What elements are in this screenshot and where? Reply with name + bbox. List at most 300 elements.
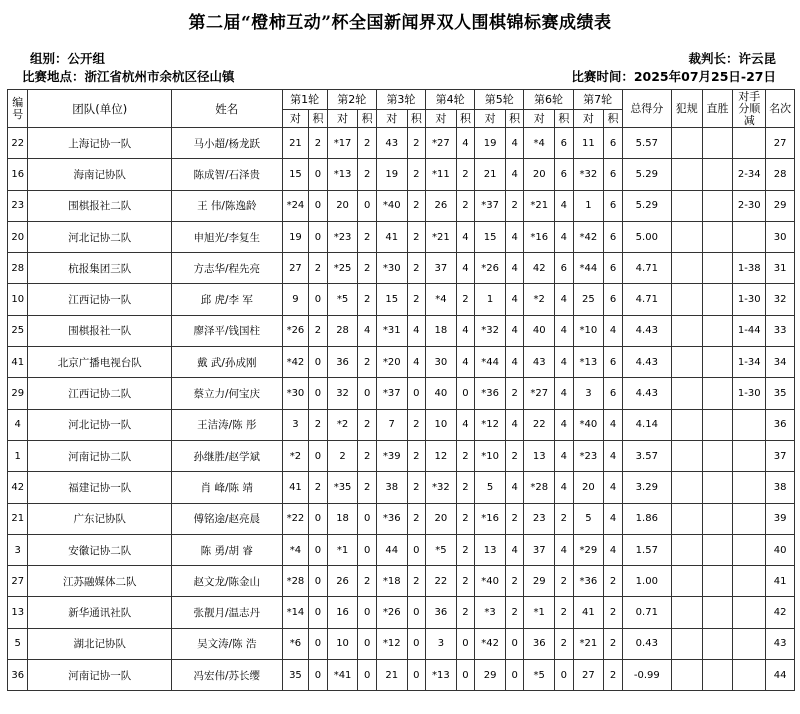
cell-round-4-opponent: *32 (426, 472, 457, 503)
cell-name: 陈成智/石泽贵 (171, 159, 282, 190)
cell-team: 上海记协一队 (28, 128, 171, 159)
cell-rank: 38 (766, 472, 795, 503)
cell-round-4-opponent: 22 (426, 566, 457, 597)
cell-name: 孙继胜/赵学斌 (171, 440, 282, 471)
cell-round-7-points: 6 (604, 378, 622, 409)
cell-name: 赵文龙/陈金山 (171, 566, 282, 597)
cell-round-4-points: 4 (456, 128, 474, 159)
cell-round-5-points: 2 (505, 566, 523, 597)
cell-direct (702, 566, 733, 597)
cell-round-7-opponent: 20 (573, 472, 604, 503)
cell-round-3-opponent: *18 (376, 566, 407, 597)
cell-round-3-opponent: *40 (376, 190, 407, 221)
cell-round-7-points: 6 (604, 128, 622, 159)
cell-no: 20 (8, 221, 28, 252)
cell-round-2-opponent: 10 (327, 628, 358, 659)
cell-round-6-points: 4 (555, 440, 573, 471)
header-round-3-points: 积 (407, 110, 425, 128)
cell-round-7-opponent: 25 (573, 284, 604, 315)
cell-round-2-opponent: 28 (327, 315, 358, 346)
cell-sos: 1-30 (733, 378, 766, 409)
cell-team: 新华通讯社队 (28, 597, 171, 628)
cell-round-5-points: 4 (505, 221, 523, 252)
cell-no: 28 (8, 253, 28, 284)
cell-round-6-opponent: 29 (524, 566, 555, 597)
cell-foul (671, 284, 702, 315)
cell-round-6-points: 2 (555, 628, 573, 659)
header-round-3: 第3轮 (376, 90, 425, 110)
cell-round-2-points: 2 (358, 440, 376, 471)
cell-round-2-opponent: 36 (327, 347, 358, 378)
cell-round-3-points: 2 (407, 409, 425, 440)
cell-round-2-opponent: *23 (327, 221, 358, 252)
cell-name: 傅铭途/赵亮晨 (171, 503, 282, 534)
cell-round-6-points: 4 (555, 472, 573, 503)
header-round-7: 第7轮 (573, 90, 622, 110)
cell-round-3-points: 2 (407, 566, 425, 597)
cell-direct (702, 503, 733, 534)
cell-round-1-opponent: *14 (282, 597, 309, 628)
cell-sos (733, 597, 766, 628)
cell-direct (702, 628, 733, 659)
header-sos: 对手分顺减 (733, 90, 766, 128)
cell-total: 5.00 (622, 221, 671, 252)
cell-no: 16 (8, 159, 28, 190)
cell-round-1-points: 2 (309, 128, 327, 159)
cell-round-6-points: 4 (555, 284, 573, 315)
cell-rank: 30 (766, 221, 795, 252)
header-round-6-points: 积 (555, 110, 573, 128)
cell-round-3-opponent: *36 (376, 503, 407, 534)
cell-round-4-points: 2 (456, 566, 474, 597)
cell-no: 13 (8, 597, 28, 628)
cell-round-4-points: 2 (456, 284, 474, 315)
header-round-4-points: 积 (456, 110, 474, 128)
cell-round-4-opponent: 18 (426, 315, 457, 346)
cell-round-6-points: 6 (555, 128, 573, 159)
header-round-4: 第4轮 (426, 90, 475, 110)
cell-round-6-opponent: 36 (524, 628, 555, 659)
cell-round-3-points: 0 (407, 597, 425, 628)
cell-round-5-opponent: *3 (475, 597, 506, 628)
cell-round-4-opponent: 36 (426, 597, 457, 628)
cell-round-5-points: 4 (505, 128, 523, 159)
cell-round-4-points: 2 (456, 190, 474, 221)
venue-label: 比赛地点：浙江省杭州市余杭区径山镇 (22, 69, 235, 84)
cell-foul (671, 221, 702, 252)
cell-team: 围棋报社一队 (28, 315, 171, 346)
cell-sos (733, 534, 766, 565)
cell-foul (671, 503, 702, 534)
cell-foul (671, 660, 702, 691)
cell-round-6-points: 6 (555, 253, 573, 284)
cell-total: 0.71 (622, 597, 671, 628)
cell-team: 杭报集团三队 (28, 253, 171, 284)
cell-round-1-points: 0 (309, 159, 327, 190)
cell-round-7-points: 6 (604, 253, 622, 284)
cell-round-1-opponent: 27 (282, 253, 309, 284)
cell-round-1-points: 0 (309, 503, 327, 534)
cell-round-5-points: 2 (505, 440, 523, 471)
cell-round-2-opponent: 26 (327, 566, 358, 597)
cell-round-1-points: 0 (309, 190, 327, 221)
cell-name: 方志华/程先亮 (171, 253, 282, 284)
cell-round-1-points: 2 (309, 253, 327, 284)
cell-round-2-opponent: *1 (327, 534, 358, 565)
cell-round-7-opponent: 1 (573, 190, 604, 221)
cell-round-3-opponent: *30 (376, 253, 407, 284)
table-row (8, 221, 795, 252)
cell-round-5-points: 2 (505, 597, 523, 628)
table-row (8, 159, 795, 190)
cell-round-7-points: 2 (604, 566, 622, 597)
cell-round-1-opponent: *30 (282, 378, 309, 409)
cell-no: 27 (8, 566, 28, 597)
cell-round-2-opponent: *2 (327, 409, 358, 440)
cell-sos (733, 660, 766, 691)
cell-round-1-points: 2 (309, 472, 327, 503)
cell-direct (702, 660, 733, 691)
header-round-6-opponent: 对 (524, 110, 555, 128)
cell-round-7-points: 4 (604, 315, 622, 346)
cell-round-5-opponent: *37 (475, 190, 506, 221)
cell-round-3-points: 0 (407, 628, 425, 659)
cell-name: 申旭光/李复生 (171, 221, 282, 252)
cell-total: 4.71 (622, 253, 671, 284)
cell-direct (702, 534, 733, 565)
cell-round-2-opponent: *13 (327, 159, 358, 190)
cell-round-4-points: 2 (456, 440, 474, 471)
cell-round-1-opponent: *42 (282, 347, 309, 378)
cell-rank: 42 (766, 597, 795, 628)
header-round-3-opponent: 对 (376, 110, 407, 128)
cell-team: 福建记协一队 (28, 472, 171, 503)
cell-direct (702, 190, 733, 221)
cell-round-7-opponent: *23 (573, 440, 604, 471)
cell-round-7-points: 4 (604, 534, 622, 565)
cell-round-1-opponent: 3 (282, 409, 309, 440)
cell-round-4-points: 2 (456, 597, 474, 628)
cell-round-2-points: 0 (358, 628, 376, 659)
cell-team: 河北记协二队 (28, 221, 171, 252)
cell-round-4-opponent: 20 (426, 503, 457, 534)
cell-round-1-opponent: 9 (282, 284, 309, 315)
cell-foul (671, 378, 702, 409)
table-row (8, 534, 795, 565)
cell-round-5-points: 4 (505, 472, 523, 503)
cell-round-2-opponent: *35 (327, 472, 358, 503)
cell-round-4-points: 2 (456, 472, 474, 503)
cell-round-6-points: 4 (555, 378, 573, 409)
cell-round-2-points: 2 (358, 284, 376, 315)
cell-sos: 2-34 (733, 159, 766, 190)
header-round-2-points: 积 (358, 110, 376, 128)
cell-foul (671, 190, 702, 221)
cell-round-1-points: 0 (309, 534, 327, 565)
cell-direct (702, 315, 733, 346)
cell-round-4-opponent: 30 (426, 347, 457, 378)
header-round-7-opponent: 对 (573, 110, 604, 128)
cell-rank: 41 (766, 566, 795, 597)
cell-foul (671, 440, 702, 471)
cell-round-3-points: 2 (407, 472, 425, 503)
cell-no: 25 (8, 315, 28, 346)
cell-round-6-opponent: 20 (524, 159, 555, 190)
cell-total: 4.43 (622, 378, 671, 409)
cell-team: 湖北记协队 (28, 628, 171, 659)
cell-round-5-opponent: *10 (475, 440, 506, 471)
cell-direct (702, 159, 733, 190)
cell-name: 邱 虎/李 军 (171, 284, 282, 315)
header-round-5-points: 积 (505, 110, 523, 128)
cell-round-1-points: 0 (309, 347, 327, 378)
cell-team: 海南记协队 (28, 159, 171, 190)
cell-round-7-points: 6 (604, 221, 622, 252)
results-table (7, 89, 795, 691)
table-row (8, 409, 795, 440)
cell-round-5-points: 2 (505, 378, 523, 409)
cell-round-5-opponent: *26 (475, 253, 506, 284)
cell-round-5-opponent: *42 (475, 628, 506, 659)
cell-round-2-points: 0 (358, 597, 376, 628)
cell-round-7-points: 4 (604, 472, 622, 503)
cell-rank: 32 (766, 284, 795, 315)
cell-round-5-opponent: 15 (475, 221, 506, 252)
cell-direct (702, 409, 733, 440)
cell-round-7-opponent: 41 (573, 597, 604, 628)
cell-round-6-points: 2 (555, 597, 573, 628)
cell-team: 河北记协一队 (28, 409, 171, 440)
cell-team: 北京广播电视台队 (28, 347, 171, 378)
cell-round-6-opponent: 43 (524, 347, 555, 378)
cell-team: 江西记协一队 (28, 284, 171, 315)
cell-round-7-points: 6 (604, 347, 622, 378)
cell-round-1-points: 0 (309, 221, 327, 252)
cell-sos: 1-30 (733, 284, 766, 315)
cell-sos: 1-34 (733, 347, 766, 378)
cell-rank: 29 (766, 190, 795, 221)
cell-round-7-opponent: *32 (573, 159, 604, 190)
cell-name: 王 伟/陈逸龄 (171, 190, 282, 221)
cell-rank: 27 (766, 128, 795, 159)
cell-round-5-opponent: *16 (475, 503, 506, 534)
cell-round-3-points: 2 (407, 440, 425, 471)
cell-round-4-points: 0 (456, 660, 474, 691)
table-row (8, 566, 795, 597)
cell-round-5-opponent: 19 (475, 128, 506, 159)
cell-round-1-points: 0 (309, 660, 327, 691)
cell-no: 10 (8, 284, 28, 315)
header-direct: 直胜 (702, 90, 733, 128)
cell-sos (733, 628, 766, 659)
cell-round-5-opponent: *40 (475, 566, 506, 597)
cell-round-7-opponent: *10 (573, 315, 604, 346)
cell-round-7-opponent: 3 (573, 378, 604, 409)
table-row (8, 253, 795, 284)
cell-round-3-opponent: 43 (376, 128, 407, 159)
header-foul: 犯规 (671, 90, 702, 128)
cell-no: 5 (8, 628, 28, 659)
cell-round-2-points: 2 (358, 221, 376, 252)
cell-round-1-opponent: 21 (282, 128, 309, 159)
cell-direct (702, 472, 733, 503)
cell-round-7-points: 4 (604, 409, 622, 440)
cell-round-3-points: 2 (407, 190, 425, 221)
cell-round-5-opponent: 29 (475, 660, 506, 691)
cell-round-5-opponent: 13 (475, 534, 506, 565)
cell-foul (671, 566, 702, 597)
cell-total: 1.00 (622, 566, 671, 597)
cell-total: 0.43 (622, 628, 671, 659)
cell-round-7-opponent: *13 (573, 347, 604, 378)
cell-round-3-points: 0 (407, 660, 425, 691)
cell-round-6-opponent: 22 (524, 409, 555, 440)
cell-round-3-points: 4 (407, 347, 425, 378)
cell-round-3-opponent: 44 (376, 534, 407, 565)
table-row (8, 128, 795, 159)
cell-round-4-points: 0 (456, 378, 474, 409)
cell-round-4-points: 4 (456, 221, 474, 252)
cell-round-3-opponent: *37 (376, 378, 407, 409)
header-name: 姓名 (171, 90, 282, 128)
cell-round-5-points: 4 (505, 253, 523, 284)
cell-foul (671, 347, 702, 378)
cell-direct (702, 128, 733, 159)
cell-round-6-points: 2 (555, 503, 573, 534)
cell-round-7-points: 4 (604, 440, 622, 471)
cell-round-6-opponent: 23 (524, 503, 555, 534)
cell-round-1-opponent: *2 (282, 440, 309, 471)
cell-round-2-points: 4 (358, 315, 376, 346)
cell-direct (702, 221, 733, 252)
table-row (8, 347, 795, 378)
cell-round-2-points: 0 (358, 534, 376, 565)
page-title: 第二届“橙柿互动”杯全国新闻界双人围棋锦标赛成绩表 (188, 13, 612, 33)
table-row (8, 660, 795, 691)
cell-round-2-points: 2 (358, 253, 376, 284)
cell-round-5-points: 0 (505, 628, 523, 659)
cell-round-7-points: 4 (604, 503, 622, 534)
cell-round-5-points: 4 (505, 315, 523, 346)
cell-total: 1.86 (622, 503, 671, 534)
cell-round-5-opponent: *32 (475, 315, 506, 346)
cell-round-7-opponent: 27 (573, 660, 604, 691)
cell-round-4-opponent: *11 (426, 159, 457, 190)
cell-round-2-opponent: 2 (327, 440, 358, 471)
cell-no: 29 (8, 378, 28, 409)
cell-round-5-opponent: *36 (475, 378, 506, 409)
cell-round-1-opponent: *6 (282, 628, 309, 659)
table-header (8, 90, 795, 128)
cell-round-6-points: 4 (555, 347, 573, 378)
cell-round-3-points: 0 (407, 534, 425, 565)
cell-round-5-opponent: *12 (475, 409, 506, 440)
cell-rank: 39 (766, 503, 795, 534)
cell-team: 广东记协队 (28, 503, 171, 534)
cell-round-6-points: 2 (555, 566, 573, 597)
cell-round-5-opponent: *44 (475, 347, 506, 378)
cell-sos (733, 566, 766, 597)
table-row (8, 440, 795, 471)
cell-name: 王洁涛/陈 彤 (171, 409, 282, 440)
cell-round-2-points: 2 (358, 566, 376, 597)
cell-round-4-opponent: 40 (426, 378, 457, 409)
cell-round-2-opponent: 20 (327, 190, 358, 221)
cell-sos (733, 409, 766, 440)
header-round-2: 第2轮 (327, 90, 376, 110)
cell-total: 5.57 (622, 128, 671, 159)
cell-total: 4.14 (622, 409, 671, 440)
cell-team: 河南记协一队 (28, 660, 171, 691)
cell-name: 马小超/杨龙跃 (171, 128, 282, 159)
cell-round-7-points: 2 (604, 628, 622, 659)
cell-direct (702, 440, 733, 471)
table-row (8, 472, 795, 503)
cell-round-7-opponent: 5 (573, 503, 604, 534)
cell-round-7-opponent: *36 (573, 566, 604, 597)
cell-round-4-points: 0 (456, 628, 474, 659)
cell-round-1-opponent: *28 (282, 566, 309, 597)
cell-foul (671, 128, 702, 159)
cell-round-2-points: 0 (358, 190, 376, 221)
cell-team: 围棋报社二队 (28, 190, 171, 221)
cell-name: 张靓月/温志丹 (171, 597, 282, 628)
cell-round-1-opponent: *4 (282, 534, 309, 565)
cell-round-3-points: 2 (407, 159, 425, 190)
cell-direct (702, 347, 733, 378)
cell-rank: 28 (766, 159, 795, 190)
cell-no: 3 (8, 534, 28, 565)
table-row (8, 503, 795, 534)
cell-round-4-points: 2 (456, 534, 474, 565)
cell-direct (702, 597, 733, 628)
cell-round-5-points: 4 (505, 347, 523, 378)
cell-round-6-opponent: 13 (524, 440, 555, 471)
cell-round-5-points: 4 (505, 284, 523, 315)
cell-round-4-opponent: *5 (426, 534, 457, 565)
cell-round-2-opponent: *25 (327, 253, 358, 284)
group-label: 组别：公开组 (30, 51, 106, 66)
header-round-1-points: 积 (309, 110, 327, 128)
cell-round-4-points: 4 (456, 347, 474, 378)
cell-round-1-points: 0 (309, 440, 327, 471)
cell-round-1-opponent: 41 (282, 472, 309, 503)
cell-round-3-points: 2 (407, 128, 425, 159)
cell-round-6-opponent: *28 (524, 472, 555, 503)
cell-round-1-points: 0 (309, 597, 327, 628)
cell-round-6-opponent: 37 (524, 534, 555, 565)
cell-round-2-points: 2 (358, 159, 376, 190)
header-team: 团队(单位) (28, 90, 171, 128)
cell-total: 4.43 (622, 347, 671, 378)
cell-round-3-opponent: *39 (376, 440, 407, 471)
cell-rank: 35 (766, 378, 795, 409)
cell-round-5-points: 4 (505, 159, 523, 190)
cell-rank: 36 (766, 409, 795, 440)
cell-team: 安徽记协二队 (28, 534, 171, 565)
cell-round-1-points: 0 (309, 378, 327, 409)
table-row (8, 597, 795, 628)
cell-total: 5.29 (622, 159, 671, 190)
cell-sos (733, 221, 766, 252)
cell-round-4-points: 4 (456, 409, 474, 440)
header-round-7-points: 积 (604, 110, 622, 128)
cell-round-7-points: 6 (604, 284, 622, 315)
cell-round-6-points: 4 (555, 409, 573, 440)
cell-round-1-points: 0 (309, 284, 327, 315)
table-row (8, 315, 795, 346)
header-rank: 名次 (766, 90, 795, 128)
